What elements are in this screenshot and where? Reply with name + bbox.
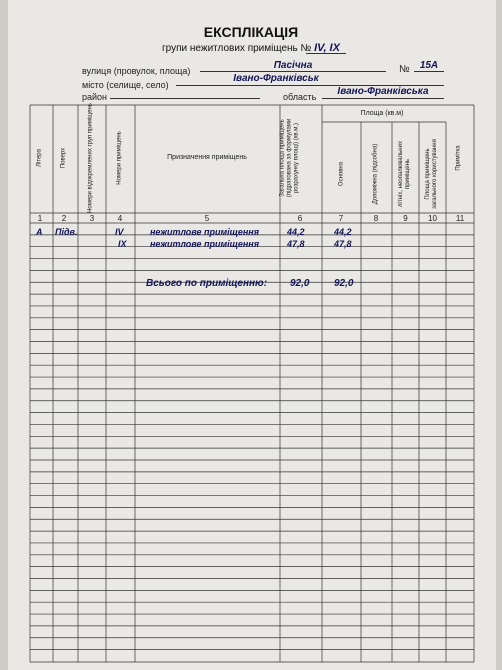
row1-purpose: нежитлове приміщення [150, 227, 260, 237]
oblast-value: Івано-Франківська [337, 86, 429, 97]
header-room-numbers: Номери приміщень [116, 131, 123, 185]
header-auxiliary: Допоміжна (підсобна) [372, 143, 379, 205]
number-label: № [399, 64, 410, 75]
header-floor: Поверх [60, 147, 67, 169]
total-main-area: 92,0 [334, 278, 354, 289]
row2-main-area: 47,8 [334, 239, 352, 249]
district-label: район [82, 92, 108, 102]
header-total-area [280, 119, 301, 198]
subtitle-prefix: групи нежитлових приміщень № [162, 43, 312, 54]
oblast-label: область [283, 92, 317, 102]
col-number: 3 [89, 214, 95, 223]
city-label: місто (селище, село) [82, 80, 169, 90]
col-number: 6 [297, 214, 303, 223]
header-common-area-line1: Площа приміщень [425, 148, 431, 200]
header-nonresidential [398, 141, 412, 207]
col-number: 5 [204, 214, 210, 223]
col-number: 8 [373, 214, 379, 223]
row1-litera: А [36, 227, 43, 237]
row1-total-area: 44,2 [287, 227, 305, 237]
header-purpose: Призначення приміщень [167, 154, 247, 161]
col-number: 10 [428, 214, 437, 223]
header-total-area-line3: розрахунку площі) (кв.м.) [293, 122, 300, 194]
total-label: Всього по приміщенню: [146, 278, 268, 289]
col-number: 9 [403, 214, 408, 223]
header-area-group: Площа (кв.м) [360, 110, 404, 117]
row2-purpose: нежитлове приміщення [150, 239, 260, 249]
col-number: 1 [37, 214, 43, 223]
col-number: 11 [455, 214, 465, 223]
document-title: ЕКСПЛІКАЦІЯ [203, 24, 299, 40]
header-nonresidential-line2: приміщень [405, 158, 411, 190]
street-value: Пасічна [273, 60, 313, 71]
header-litera: Літера [36, 149, 43, 167]
header-main: Основна [338, 161, 345, 187]
header-common-area-line2: загального користування [432, 139, 438, 209]
header-nonresidential-line1: літніх, неопалювальних [398, 141, 404, 207]
city-value: Івано-Франківськ [233, 73, 319, 84]
col-number: 4 [117, 214, 123, 223]
row1-main-area: 44,2 [334, 227, 352, 237]
row1-room: IV [115, 227, 124, 237]
total-area: 92,0 [290, 278, 310, 289]
row2-total-area: 47,8 [287, 239, 305, 249]
col-number: 7 [338, 214, 344, 223]
number-value: 15А [419, 60, 439, 71]
header-common-area [425, 139, 439, 209]
row1-floor: Підв. [55, 227, 78, 237]
header-total-area-line1: Загальна площа приміщень [279, 119, 286, 197]
row2-room: IX [118, 239, 127, 249]
header-group-numbers: Номери відокремлених груп приміщень [87, 103, 94, 213]
header-total-area-line2: (підрахована за формулами [286, 118, 293, 198]
street-label: вулиця (провулок, площа) [82, 66, 191, 76]
group-numbers: IV, IX [314, 42, 340, 54]
col-number: 2 [61, 214, 67, 223]
header-notes: Примітка [455, 145, 462, 171]
